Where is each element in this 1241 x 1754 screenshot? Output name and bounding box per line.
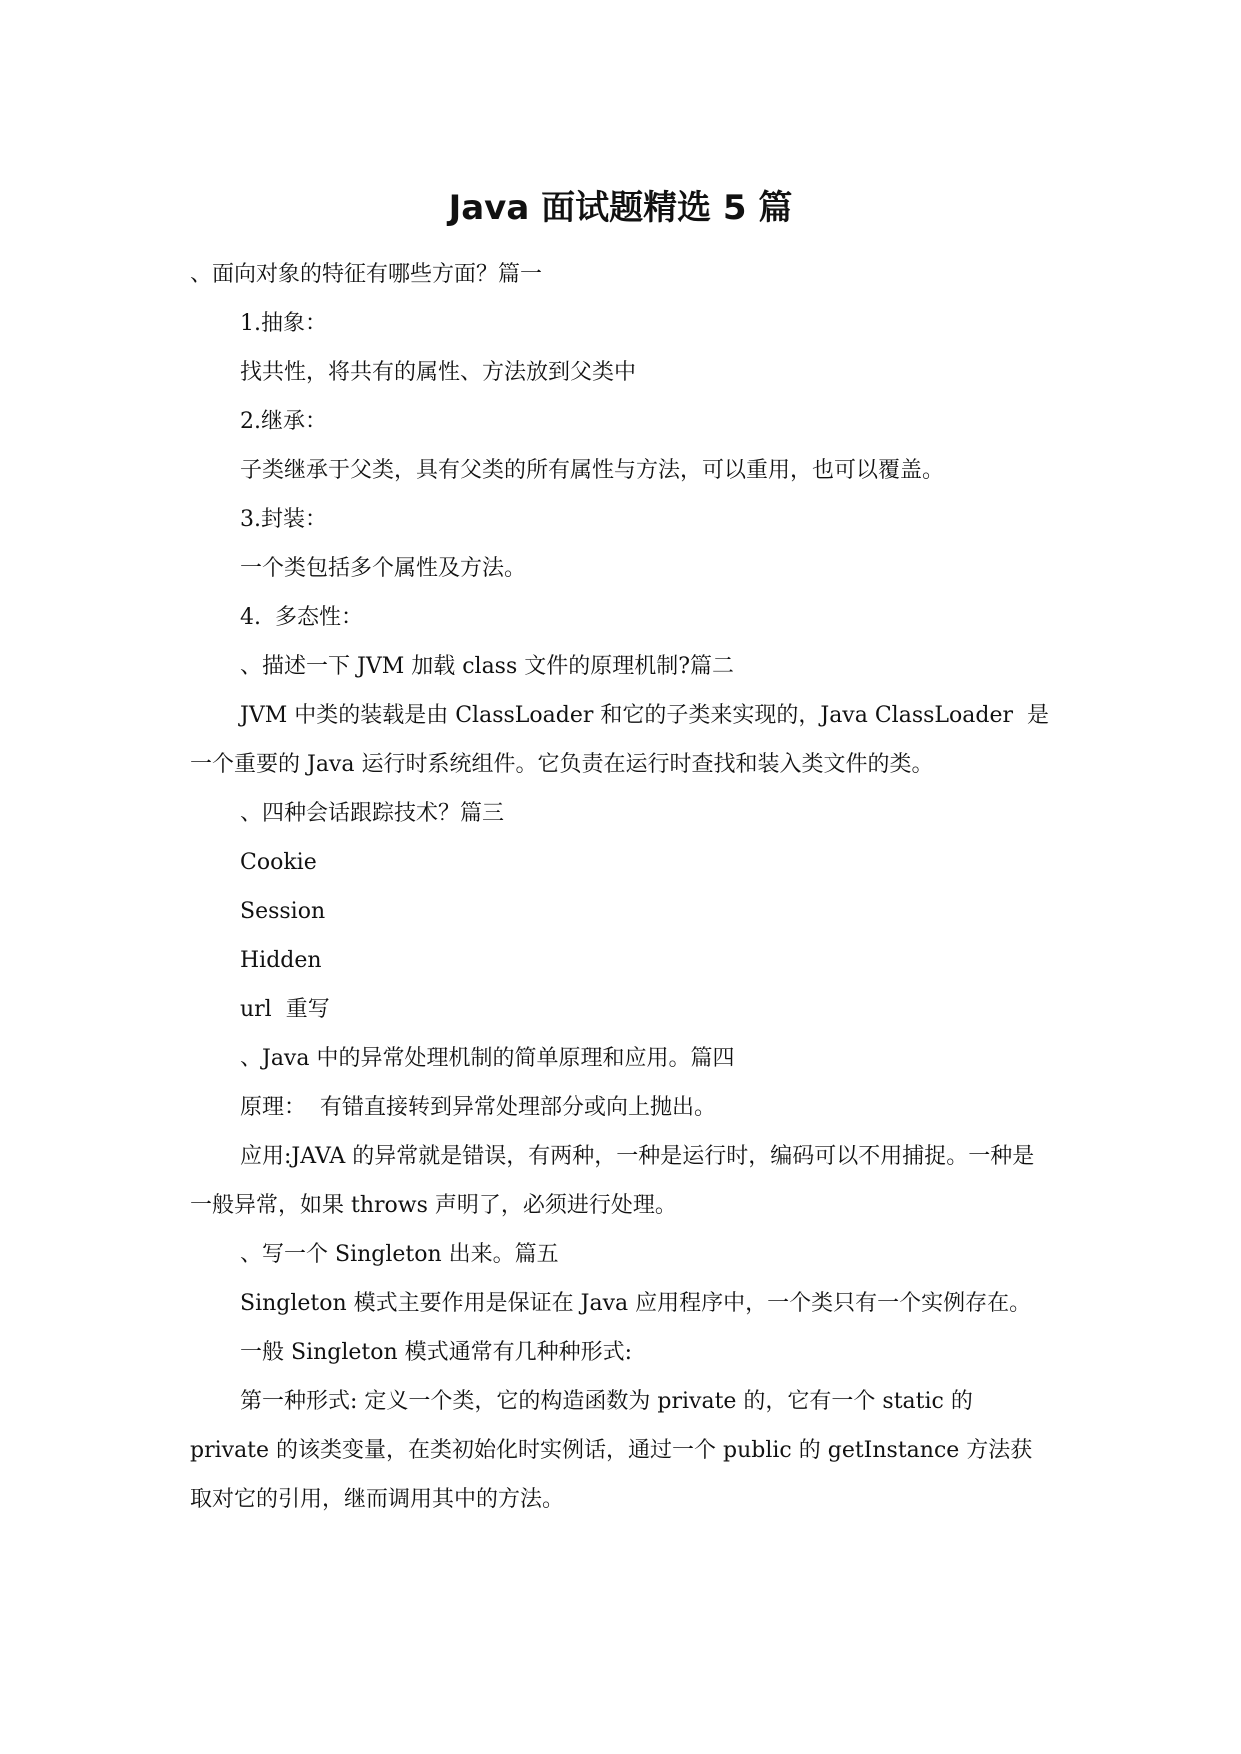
- section-heading-4: 、Java 中的异常处理机制的简单原理和应用。篇四: [240, 1046, 735, 1071]
- paragraph: JVM 中类的装载是由 ClassLoader 和它的子类来实现的，Java ClassLoader 是一个重要的 Java 运行时系统组件。它负责在运行时查找和装入类文件的类。: [190, 703, 1049, 777]
- list-item-polymorphism: 4. 多态性：: [240, 605, 363, 630]
- paragraph: 一般 Singleton 模式通常有几种种形式:: [240, 1340, 633, 1365]
- section-heading-1: 、面向对象的特征有哪些方面？篇一: [190, 262, 543, 287]
- list-item-hidden: Hidden: [240, 948, 322, 973]
- section-heading-3: 、四种会话跟踪技术？篇三: [240, 801, 505, 826]
- list-item-session: Session: [240, 899, 326, 924]
- list-item-cookie: Cookie: [240, 850, 317, 875]
- document-title: Java 面试题精选 5 篇: [448, 188, 793, 228]
- paragraph: 找共性，将共有的属性、方法放到父类中: [240, 360, 637, 385]
- paragraph: Singleton 模式主要作用是保证在 Java 应用程序中，一个类只有一个实例存在。: [240, 1291, 1032, 1316]
- paragraph: 一个类包括多个属性及方法。: [240, 556, 527, 581]
- paragraph: 子类继承于父类，具有父类的所有属性与方法，可以重用，也可以覆盖。: [240, 458, 945, 483]
- list-item-url-rewrite: url 重写: [240, 997, 330, 1022]
- list-item-abstraction: 1.抽象：: [240, 311, 327, 336]
- list-item-encapsulation: 3.封装：: [240, 507, 327, 532]
- section-heading-2: 、描述一下 JVM 加载 class 文件的原理机制?篇二: [240, 654, 735, 679]
- section-heading-5: 、写一个 Singleton 出来。篇五: [240, 1242, 559, 1267]
- list-item-inheritance: 2.继承：: [240, 409, 327, 434]
- paragraph: 原理： 有错直接转到异常处理部分或向上抛出。: [240, 1095, 716, 1120]
- document-body: [190, 250, 1050, 1524]
- paragraph: 第一种形式: 定义一个类，它的构造函数为 private 的，它有一个 static 的 private 的该类变量，在类初始化时实例话，通过一个 public 的 getInstance 方法获取对它的引用，继而调用其中的方法。: [190, 1389, 1033, 1512]
- paragraph: 应用:JAVA 的异常就是错误，有两种，一种是运行时，编码可以不用捕捉。一种是一般异常，如果 throws 声明了，必须进行处理。: [190, 1144, 1035, 1218]
